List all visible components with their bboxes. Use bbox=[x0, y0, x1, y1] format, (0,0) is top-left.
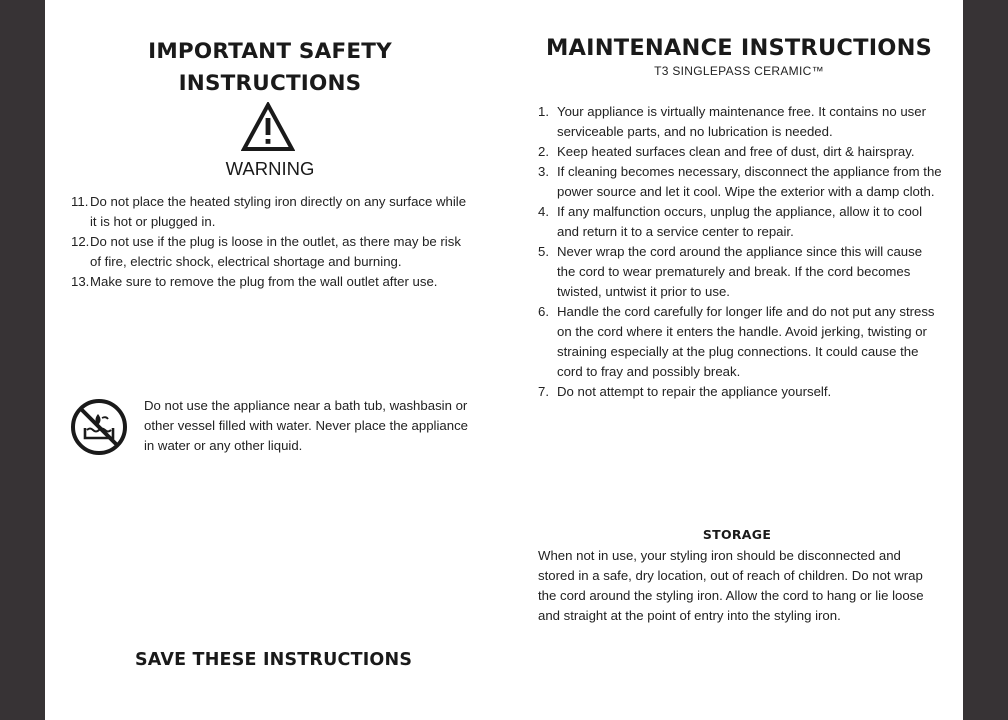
maintenance-item-7 bbox=[538, 382, 942, 402]
item-number: 11. bbox=[71, 194, 89, 209]
item-text: Handle the cord carefully for longer life and do not put any stress on the cord where it enters the handle. Avoid jerking, twisting or straining especially at the plug connections. It could cause the cord to fray and possibly break. bbox=[557, 304, 935, 379]
item-text: Keep heated surfaces clean and free of dust, dirt & hairspray. bbox=[557, 144, 915, 159]
maintenance-item-4 bbox=[538, 202, 942, 242]
safety-title bbox=[45, 36, 495, 100]
safety-title-line1: IMPORTANT SAFETY bbox=[148, 39, 392, 64]
item-text: If any malfunction occurs, unplug the appliance, allow it to cool and return it to a service center to repair. bbox=[557, 204, 923, 239]
item-text: Do not attempt to repair the appliance yourself. bbox=[557, 384, 832, 399]
warning-triangle-icon bbox=[241, 102, 295, 152]
item-number: 12. bbox=[71, 234, 90, 249]
storage-heading: STORAGE bbox=[702, 527, 772, 542]
page-edge-left bbox=[0, 0, 45, 720]
product-subtitle: T3 SINGLEPASS CERAMIC™ bbox=[654, 64, 824, 78]
item-number: 4. bbox=[538, 204, 549, 219]
item-number: 1. bbox=[538, 104, 549, 119]
item-text: Never wrap the cord around the appliance since this will cause the cord to wear prematurely and break. If the cord becomes twisted, untwist it prior to use. bbox=[557, 244, 923, 299]
safety-item-12 bbox=[71, 232, 471, 272]
item-text: Do not place the heated styling iron directly on any surface while it is hot or plugged in. bbox=[90, 194, 467, 229]
item-number: 3. bbox=[538, 164, 549, 179]
safety-list bbox=[71, 192, 471, 292]
page-edge-right bbox=[963, 0, 1008, 720]
safety-page bbox=[45, 0, 495, 720]
maintenance-page bbox=[495, 0, 963, 720]
item-text: Make sure to remove the plug from the wall outlet after use. bbox=[90, 274, 438, 289]
water-warning-text: Do not use the appliance near a bath tub, washbasin or other vessel filled with water. Never place the appliance in water or any other liquid. bbox=[144, 398, 469, 453]
item-number: 7. bbox=[538, 384, 549, 399]
maintenance-item-1 bbox=[538, 102, 942, 142]
safety-item-11 bbox=[71, 192, 471, 232]
maintenance-title: MAINTENANCE INSTRUCTIONS bbox=[545, 35, 933, 61]
storage-text: When not in use, your styling iron should be disconnected and stored in a safe, dry location, out of reach of children. Do not wrap the cord around the styling iron. Allow the cord to hang or lie loose and straight at the point of entry into the styling iron. bbox=[538, 548, 924, 623]
item-text: Do not use if the plug is loose in the outlet, as there may be risk of fire, electric shock, electrical shortage and burning. bbox=[90, 234, 461, 269]
item-number: 13. bbox=[71, 274, 90, 289]
safety-title-line2: INSTRUCTIONS bbox=[178, 71, 362, 96]
warning-label: WARNING bbox=[225, 158, 315, 179]
safety-item-13 bbox=[71, 272, 471, 292]
maintenance-item-6 bbox=[538, 302, 942, 382]
maintenance-item-5 bbox=[538, 242, 942, 302]
item-text: If cleaning becomes necessary, disconnect the appliance from the power source and let it cool. Wipe the exterior with a damp cloth. bbox=[557, 164, 942, 199]
maintenance-list bbox=[538, 102, 942, 402]
item-number: 5. bbox=[538, 244, 549, 259]
item-number: 6. bbox=[538, 304, 549, 319]
no-water-icon bbox=[70, 398, 128, 456]
save-instructions-title: SAVE THESE INSTRUCTIONS bbox=[135, 650, 413, 670]
maintenance-item-3 bbox=[538, 162, 942, 202]
item-number: 2. bbox=[538, 144, 549, 159]
maintenance-item-2 bbox=[538, 142, 942, 162]
item-text: Your appliance is virtually maintenance free. It contains no user serviceable parts, and no lubrication is needed. bbox=[557, 104, 926, 139]
